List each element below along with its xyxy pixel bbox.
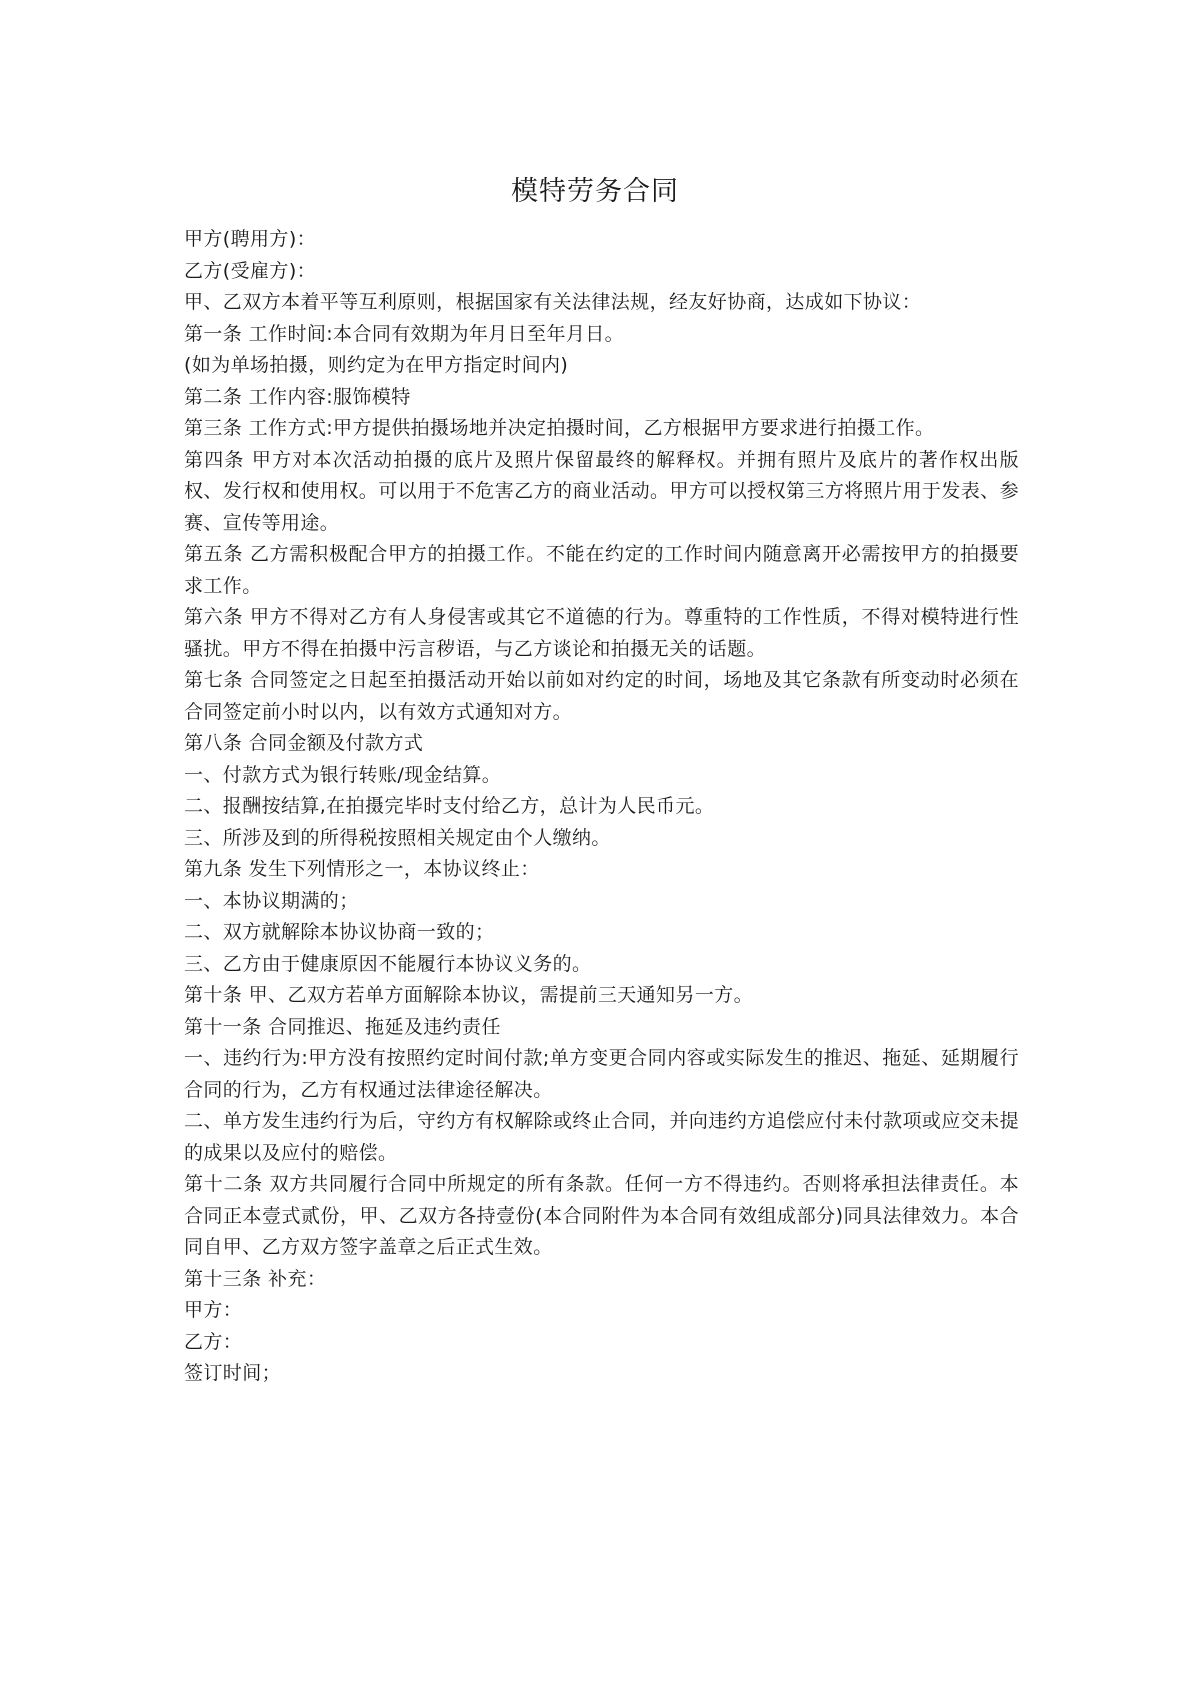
article-3: 第三条 工作方式:甲方提供拍摄场地并决定拍摄时间，乙方根据甲方要求进行拍摄工作。 [184,417,935,439]
article-9-item-3: 三、乙方由于健康原因不能履行本协议义务的。 [184,952,592,975]
article-9-item-1: 一、本协议期满的； [184,889,359,912]
signature-party-a: 甲方： [184,1299,243,1321]
article-1: 第一条 工作时间:本合同有效期为年月日至年月日。 [184,322,625,345]
article-11: 第十一条 合同推迟、拖延及违约责任 [184,1015,501,1038]
article-2: 第二条 工作内容:服饰模特 [184,385,411,408]
article-13: 第十三条 补充： [184,1267,327,1290]
article-9: 第九条 发生下列情形之一，本协议终止： [184,858,540,880]
article-1-note: (如为单场拍摄，则约定为在甲方指定时间内) [184,354,569,376]
article-12: 第十二条 双方共同履行合同中所规定的所有条款。任何一方不得违约。否则将承担法律责任。本合同正本壹式贰份，甲、乙双方各持壹份(本合同附件为本合同有效组成部分)同具法律效力。本合同自甲、乙方双方签字盖章之后正式生效。 [184,1173,1019,1258]
article-10: 第十条 甲、乙双方若单方面解除本协议，需提前三天通知另一方。 [184,984,754,1006]
signature-party-b: 乙方： [184,1330,243,1353]
document-body [184,224,1019,1390]
article-11-item-1: 一、违约行为:甲方没有按照约定时间付款;单方变更合同内容或实际发生的推迟、拖延、延期履行合同的行为，乙方有权通过法律途径解决。 [184,1047,1019,1101]
article-8-item-3: 三、所涉及到的所得税按照相关规定由个人缴纳。 [184,826,611,849]
article-8-item-2: 二、报酬按结算,在拍摄完毕时支付给乙方，总计为人民币元。 [184,795,715,817]
article-8: 第八条 合同金额及付款方式 [184,732,424,754]
document-title: 模特劳务合同 [511,176,679,207]
article-9-item-2: 二、双方就解除本协议协商一致的； [184,921,495,943]
party-a-line: 甲方(聘用方)： [184,228,317,250]
preamble: 甲、乙双方本着平等互利原则，根据国家有关法律法规，经友好协商，达成如下协议： [184,291,922,313]
article-6: 第六条 甲方不得对乙方有人身侵害或其它不道德的行为。尊重特的工作性质，不得对模特进行性骚扰。甲方不得在拍摄中污言秽语，与乙方谈论和拍摄无关的话题。 [184,606,1019,660]
article-8-item-1: 一、付款方式为银行转账/现金结算。 [184,763,502,786]
article-11-item-2: 二、单方发生违约行为后，守约方有权解除或终止合同，并向违约方追偿应付未付款项或应交未提的成果以及应付的赔偿。 [184,1110,1019,1164]
party-b-line: 乙方(受雇方)： [184,259,317,282]
article-5: 第五条 乙方需积极配合甲方的拍摄工作。不能在约定的工作时间内随意离开必需按甲方的拍摄要求工作。 [184,543,1019,597]
article-4: 第四条 甲方对本次活动拍摄的底片及照片保留最终的解释权。并拥有照片及底片的著作权出版权、发行权和使用权。可以用于不危害乙方的商业活动。甲方可以授权第三方将照片用于发表、参赛、宣传等用途。 [184,448,1019,534]
article-7: 第七条 合同签定之日起至拍摄活动开始以前如对约定的时间，场地及其它条款有所变动时必须在合同签定前小时以内，以有效方式通知对方。 [184,669,1019,723]
signing-date: 签订时间； [184,1362,282,1384]
